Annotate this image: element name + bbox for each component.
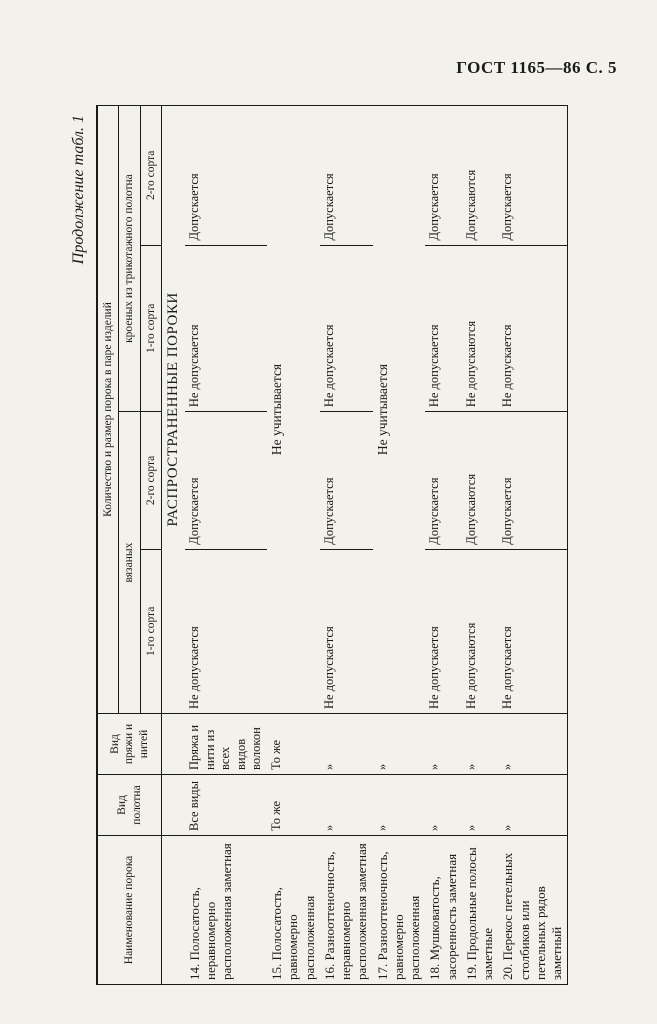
yarn-type: » (320, 714, 373, 775)
cut-grade2-value: Допускается (498, 106, 568, 246)
cut-grade2-value: Допускается (185, 106, 267, 246)
header-fabric-type: Вид полотна (97, 775, 162, 836)
header-quantity-group: Количество и размер порока в паре изделий (97, 106, 119, 714)
knitted-grade1-value: Не допускается (425, 549, 462, 713)
knitted-grade2-value: Допускается (498, 412, 568, 550)
defect-name: 16. Разнооттеночность, неравномерно расположенная заметная (320, 836, 373, 985)
header-cut-grade2: 2-го сорта (140, 106, 161, 246)
section-title: РАСПРОСТРАНЕННЫЕ ПОРОКИ (162, 106, 185, 714)
table-row (462, 106, 499, 985)
yarn-type: » (498, 714, 568, 775)
defect-name: 19. Продольные полосы заметные (462, 836, 499, 985)
fabric-type: » (373, 775, 426, 836)
table-row (320, 106, 373, 985)
rotated-content (70, 105, 630, 985)
fabric-type: » (320, 775, 373, 836)
cut-grade1-value: Не допускается (498, 245, 568, 412)
table-row (267, 106, 320, 985)
knitted-grade2-value: Допускается (320, 412, 373, 550)
fabric-type: » (462, 775, 499, 836)
table-row (425, 106, 462, 985)
header-knitted-grade2: 2-го сорта (140, 412, 161, 550)
yarn-type: » (425, 714, 462, 775)
knitted-grade2-value: Допускается (425, 412, 462, 550)
section-row (162, 106, 185, 985)
yarn-type: То же (267, 714, 320, 775)
knitted-grade1-value: Не допускается (185, 549, 267, 713)
header-knitted-grade1: 1-го сорта (140, 549, 161, 713)
table-row (185, 106, 267, 985)
knitted-grade1-value: Не допускаются (462, 549, 499, 713)
cut-grade2-value: Допускаются (462, 106, 499, 246)
fabric-type: Все виды (185, 775, 267, 836)
yarn-type: » (373, 714, 426, 775)
page-header: ГОСТ 1165—86 С. 5 (456, 58, 617, 77)
cut-grade2-value: Допускается (320, 106, 373, 246)
cut-grade2-value: Допускается (425, 106, 462, 246)
header-yarn-type: Вид пряжи и нитей (97, 714, 162, 775)
fabric-type: » (425, 775, 462, 836)
header-defect-name: Наименование порока (97, 836, 162, 985)
defects-table (96, 105, 568, 985)
header-cut: кроеных из трикотажного полотна (119, 106, 140, 412)
fabric-type: » (498, 775, 568, 836)
cut-grade1-value: Не допускаются (462, 245, 499, 412)
cut-grade1-value: Не допускается (425, 245, 462, 412)
defect-name: 17. Разнооттеночность, равномерно расположенная (373, 836, 426, 985)
cut-grade1-value: Не допускается (185, 245, 267, 412)
knitted-grade2-value: Допускается (185, 412, 267, 550)
not-counted-note: Не учитывается (267, 106, 320, 714)
defect-name: 18. Мушковатость, засоренность заметная (425, 836, 462, 985)
knitted-grade2-value: Допускаются (462, 412, 499, 550)
yarn-type: Пряжа и нити из всех видов волокон (185, 714, 267, 775)
not-counted-note: Не учитывается (373, 106, 426, 714)
table-row (373, 106, 426, 985)
table-row (498, 106, 568, 985)
header-cut-grade1: 1-го сорта (140, 245, 161, 412)
yarn-type: » (462, 714, 499, 775)
knitted-grade1-value: Не допускается (498, 549, 568, 713)
table-caption: Продолжение табл. 1 (70, 115, 87, 265)
rotated-table-area (70, 105, 630, 985)
knitted-grade1-value: Не допускается (320, 549, 373, 713)
defect-name: 14. Полосатость, неравномерно расположенная заметная (185, 836, 267, 985)
defect-name: 20. Перекос петельных столбиков или петельных рядов заметный (498, 836, 568, 985)
fabric-type: То же (267, 775, 320, 836)
header-knitted: вязаных (119, 412, 140, 714)
cut-grade1-value: Не допускается (320, 245, 373, 412)
defect-name: 15. Полосатость, равномерно расположенная (267, 836, 320, 985)
